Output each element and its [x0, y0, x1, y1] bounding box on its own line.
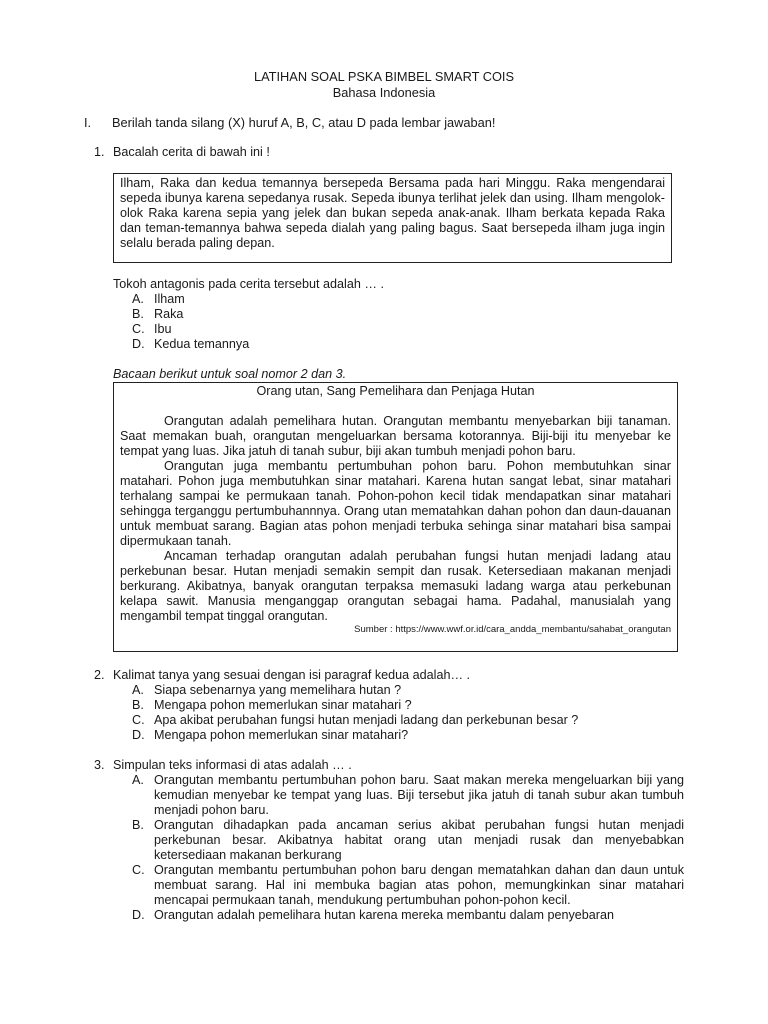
- option-letter: B.: [132, 698, 144, 712]
- option-text: Ibu: [154, 322, 172, 336]
- question-1-options: [132, 292, 684, 352]
- question-number: 2.: [94, 668, 105, 682]
- option-letter: C.: [132, 713, 145, 727]
- option-text: Kedua temannya: [154, 337, 250, 351]
- option-letter: B.: [132, 307, 144, 321]
- option-b[interactable]: [132, 818, 684, 863]
- option-d[interactable]: [132, 337, 684, 352]
- question-3-options: [132, 773, 684, 923]
- reading-intro: Bacaan berikut untuk soal nomor 2 dan 3.: [113, 367, 347, 381]
- option-a[interactable]: [132, 683, 684, 698]
- question-1: [94, 145, 684, 161]
- option-b[interactable]: [132, 698, 684, 713]
- question-number: 3.: [94, 758, 105, 772]
- option-text: Ilham: [154, 292, 185, 306]
- option-text: Mengapa pohon memerlukan sinar matahari ?: [154, 698, 412, 712]
- option-letter: C.: [132, 322, 145, 336]
- option-a[interactable]: [132, 292, 684, 307]
- section-instruction: [84, 115, 684, 131]
- story-box: [113, 173, 672, 263]
- option-letter: A.: [132, 292, 144, 306]
- question-1-text: Tokoh antagonis pada cerita tersebut adalah … .: [113, 277, 384, 291]
- question-2: [94, 668, 684, 684]
- option-c[interactable]: [132, 322, 684, 337]
- option-text: Siapa sebenarnya yang memelihara hutan ?: [154, 683, 402, 697]
- option-text: Mengapa pohon memerlukan sinar matahari?: [154, 728, 409, 742]
- page-title: LATIHAN SOAL PSKA BIMBEL SMART COIS: [253, 69, 515, 84]
- story-text: Ilham, Raka dan kedua temannya bersepeda Bersama pada hari Minggu. Raka mengendarai sepeda ibunya karena sepedanya rusak. Sepeda ibunya terlihat jelek dan using. Ilham mengolok-olok Raka karena sepia yang jelek dan bukan sepeda anak-anak. Ilham berkata kepada Raka dan teman-temannya bahwa sepeda dialah yang paling bagus. Saat bersepeda ilham juga ingin selalu berada paling depan.: [120, 176, 665, 250]
- reading-paragraph-2: Orangutan juga membantu pertumbuhan pohon baru. Pohon membutuhkan sinar matahari. Pohon juga membutuhkan sinar matahari. Karena hutan sangat lebat, sinar matahari terhalang sampai ke permukaan tanah. Pohon-pohon kecil tidak mendapatkan sinar matahari sehingga terganggu pertumbuhannnya. Orang utan mematahkan dahan pohon dan daun-dauanan untuk membuat sarang. Bagian atas pohon menjadi terbuka sehinga sinar matahari bisa sampai dipermukaan tanah.: [120, 459, 671, 548]
- question-number: 1.: [94, 145, 105, 159]
- reading-box: [113, 382, 678, 652]
- option-letter: C.: [132, 863, 145, 877]
- option-letter: A.: [132, 683, 144, 697]
- question-2-options: [132, 683, 684, 743]
- option-c[interactable]: [132, 863, 684, 908]
- option-letter: A.: [132, 773, 144, 787]
- question-text: Kalimat tanya yang sesuai dengan isi paragraf kedua adalah… .: [113, 668, 471, 682]
- reading-source: Sumber : https://www.wwf.or.id/cara_andda_membantu/sahabat_orangutan: [354, 624, 671, 635]
- option-d[interactable]: [132, 728, 684, 743]
- option-c[interactable]: [132, 713, 684, 728]
- reading-paragraph-3: Ancaman terhadap orangutan adalah perubahan fungsi hutan menjadi ladang atau perkebunan besar. Hutan menjadi semakin sempit dan rusak. Ketersediaan makanan menjadi berkurang. Akibatnya, banyak orangutan terpaksa memasuki ladang warga atau perkebunan kelapa sawit. Manusia menganggap orangutan sebagai hama. Padahal, manusialah yang mengambil tempat tinggal orangutan.: [120, 549, 671, 623]
- option-a[interactable]: [132, 773, 684, 818]
- option-d[interactable]: [132, 908, 684, 923]
- option-text: Apa akibat perubahan fungsi hutan menjadi ladang dan perkebunan besar ?: [154, 713, 579, 727]
- option-text: Orangutan adalah pemelihara hutan karena mereka membantu dalam penyebaran: [154, 908, 614, 922]
- option-b[interactable]: [132, 307, 684, 322]
- question-prompt: Bacalah cerita di bawah ini !: [113, 145, 270, 159]
- section-number: I.: [84, 115, 92, 130]
- option-letter: D.: [132, 728, 145, 742]
- reading-paragraph-1: Orangutan adalah pemelihara hutan. Orangutan membantu menyebarkan biji tanaman. Saat memakan buah, orangutan mengeluarkan bersama kotorannya. Biji-biji itu menyebar ke tempat yang luas. Jika jatuh di tanah subur, biji akan tumbuh menjadi pohon baru.: [120, 414, 671, 458]
- question-text: Simpulan teks informasi di atas adalah … .: [113, 758, 352, 772]
- question-3: [94, 758, 684, 774]
- option-text: Orangutan membantu pertumbuhan pohon baru. Saat makan mereka mengeluarkan biji yang kemudian menyebar ke tempat yang luas. Biji tersebut jika jatuh di tanah subur akan tumbuh menjadi pohon baru.: [154, 773, 684, 817]
- option-letter: D.: [132, 908, 145, 922]
- option-text: Orangutan membantu pertumbuhan pohon baru dengan mematahkan dahan dan daun untuk membuat sarang. Hal ini membuka bagian atas pohon, memungkinkan sinar matahari mencapai permukaan tanah, mendukung pertumbuhan pohon-pohon kecil.: [154, 863, 684, 907]
- option-text: Raka: [154, 307, 184, 321]
- option-text: Orangutan dihadapkan pada ancaman serius akibat perubahan fungsi hutan menjadi perkebunan besar. Akibatnya habitat orang utan menjadi rusak dan menyebabkan ketersediaan makanan berkurang: [154, 818, 684, 862]
- option-letter: B.: [132, 818, 144, 832]
- option-letter: D.: [132, 337, 145, 351]
- section-instruction-text: Berilah tanda silang (X) huruf A, B, C, atau D pada lembar jawaban!: [112, 115, 496, 130]
- page-subtitle: Bahasa Indonesia: [332, 85, 436, 100]
- reading-title: Orang utan, Sang Pemelihara dan Penjaga Hutan: [256, 384, 535, 398]
